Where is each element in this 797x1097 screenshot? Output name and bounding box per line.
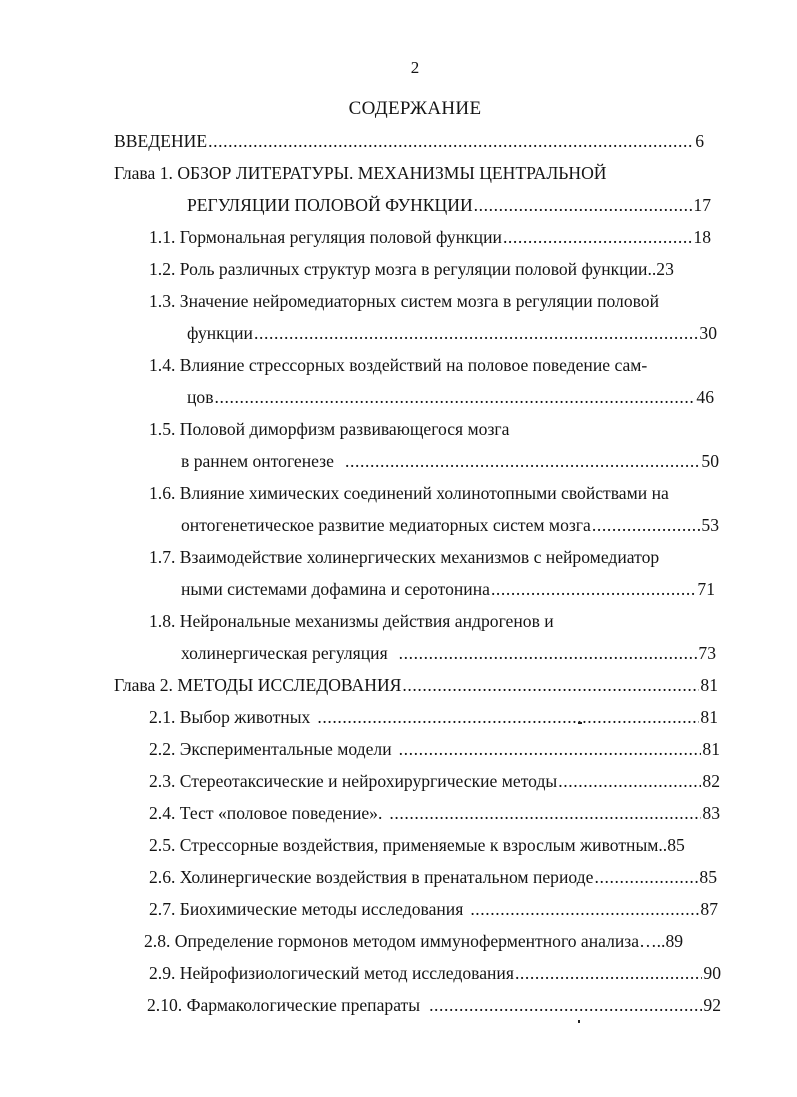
toc-entry-label: функции — [187, 323, 253, 343]
toc-entry-2-2[interactable] — [149, 738, 720, 760]
toc-entry-2-10[interactable] — [147, 994, 721, 1016]
toc-leader-dots — [515, 962, 702, 984]
toc-entry-label: 2.10. Фармакологические препараты — [147, 995, 421, 1015]
toc-entry-2-7[interactable] — [149, 898, 718, 920]
toc-entry-page: 82 — [702, 771, 720, 791]
toc-entry-1-5-cont[interactable] — [181, 450, 719, 472]
toc-entry-2-4[interactable] — [149, 802, 720, 824]
toc-entry-page: 50 — [701, 451, 719, 471]
toc-entry-1-7-cont[interactable] — [181, 578, 715, 600]
toc-entry-label: 2.5. Стрессорные воздействия, применяемые к взрослым животным.. — [149, 835, 668, 855]
toc-leader-dots — [402, 674, 699, 696]
toc-entry-page: 92 — [703, 995, 721, 1015]
toc-entry-label: 2.7. Биохимические методы исследования — [149, 899, 464, 919]
toc-leader-dots — [470, 898, 699, 920]
toc-entry-page: 17 — [693, 195, 711, 215]
scan-speck — [578, 1020, 580, 1023]
toc-entry-2-5[interactable] — [149, 834, 721, 856]
toc-chapter-1-title[interactable]: Глава 1. ОБЗОР ЛИТЕРАТУРЫ. МЕХАНИЗМЫ ЦЕНТРАЛЬНОЙ — [114, 163, 607, 183]
toc-entry-label: 2.6. Холинергические воздействия в пренатальном периоде — [149, 867, 594, 887]
toc-entry-2-1[interactable] — [149, 706, 718, 728]
toc-entry-page: 73 — [698, 643, 716, 663]
toc-chapter-1-title-cont[interactable] — [187, 194, 711, 216]
toc-entry-1-3[interactable]: 1.3. Значение нейромедиаторных систем мозга в регуляции половой — [149, 291, 660, 311]
toc-entry-label: 2.3. Стереотаксические и нейрохирургические методы — [149, 771, 558, 791]
toc-entry-1-4-cont[interactable] — [187, 386, 714, 408]
toc-entry-label: ВВЕДЕНИЕ — [114, 131, 208, 151]
toc-leader-dots — [474, 194, 693, 216]
toc-chapter-2-title[interactable] — [114, 674, 718, 696]
toc-entry-page: 46 — [696, 387, 714, 407]
toc-entry-label: ными системами дофамина и серотонина — [181, 579, 490, 599]
toc-entry-page: 81 — [700, 707, 718, 727]
toc-entry-page: 89 — [665, 931, 684, 951]
toc-entry-label: в раннем онтогенезе — [181, 451, 334, 471]
toc-entry-page: 23 — [656, 259, 674, 279]
page-number: 2 — [410, 58, 420, 77]
toc-entry-label: 2.9. Нейрофизиологический метод исследования — [149, 963, 514, 983]
toc-entry-label: 1.2. Роль различных структур мозга в регуляции половой функции.. — [149, 259, 657, 279]
toc-leader-dots — [345, 450, 700, 472]
toc-entry-page: 6 — [695, 131, 704, 151]
toc-entry-1-6-cont[interactable] — [181, 514, 719, 536]
toc-entry-label: 2.1. Выбор животных — [149, 707, 311, 727]
toc-leader-dots — [317, 706, 699, 728]
toc-leader-dots — [429, 994, 702, 1016]
toc-entry-page: 85 — [667, 835, 685, 855]
toc-entry-label: 2.4. Тест «половое поведение». — [149, 803, 383, 823]
toc-entry-2-8[interactable] — [144, 930, 722, 952]
toc-leader-dots — [592, 514, 701, 536]
toc-entry-label: 1.1. Гормональная регуляция половой функции — [149, 227, 502, 247]
toc-entry-page: 81 — [702, 739, 720, 759]
toc-leader-dots — [208, 130, 694, 152]
toc-entry-label: холинергическая регуляция — [181, 643, 388, 663]
toc-entry-page: 71 — [697, 579, 715, 599]
toc-entry-1-8[interactable]: 1.8. Нейрональные механизмы действия андрогенов и — [149, 611, 554, 631]
toc-entry-label: 2.8. Определение гормонов методом иммуноферментного анализа….. — [144, 931, 666, 951]
toc-leader-dots — [558, 770, 701, 792]
toc-entry-1-4[interactable]: 1.4. Влияние стрессорных воздействий на половое поведение сам- — [149, 355, 648, 375]
toc-entry-label: Глава 2. МЕТОДЫ ИССЛЕДОВАНИЯ — [114, 675, 402, 695]
toc-leader-dots — [389, 802, 701, 824]
toc-entry-page: 81 — [700, 675, 718, 695]
toc-title: СОДЕРЖАНИЕ — [348, 98, 482, 119]
toc-leader-dots — [399, 738, 702, 760]
toc-entry-1-7[interactable]: 1.7. Взаимодействие холинергических механизмов с нейромедиатор — [149, 547, 660, 567]
toc-entry-1-3-cont[interactable] — [187, 322, 717, 344]
toc-leader-dots — [503, 226, 692, 248]
scan-speck — [578, 722, 582, 724]
toc-entry-1-6[interactable]: 1.6. Влияние химических соединений холинотопными свойствами на — [149, 483, 669, 503]
toc-entry-page: 18 — [693, 227, 711, 247]
toc-entry-1-2[interactable] — [149, 258, 716, 280]
toc-entry-1-1[interactable] — [149, 226, 711, 248]
toc-entry-label: онтогенетическое развитие медиаторных систем мозга — [181, 515, 591, 535]
toc-leader-dots — [399, 642, 698, 664]
toc-entry-2-3[interactable] — [149, 770, 720, 792]
toc-entry-label: РЕГУЛЯЦИИ ПОЛОВОЙ ФУНКЦИИ — [187, 195, 473, 215]
toc-leader-dots — [491, 578, 696, 600]
toc-entry-page: 83 — [702, 803, 720, 823]
toc-entry-2-9[interactable] — [149, 962, 721, 984]
toc-entry-1-5[interactable]: 1.5. Половой диморфизм развивающегося мозга — [149, 419, 510, 439]
toc-entry-label: 2.2. Экспериментальные модели — [149, 739, 392, 759]
toc-leader-dots — [215, 386, 696, 408]
toc-entry-page: 85 — [699, 867, 717, 887]
toc-entry-2-6[interactable] — [149, 866, 717, 888]
toc-entry-page: 90 — [703, 963, 721, 983]
toc-entry-page: 87 — [700, 899, 718, 919]
toc-entry-label: цов — [187, 387, 214, 407]
toc-entry-introduction[interactable] — [114, 130, 704, 152]
toc-entry-page: 53 — [701, 515, 719, 535]
toc-leader-dots — [254, 322, 698, 344]
toc-entry-1-8-cont[interactable] — [181, 642, 716, 664]
toc-leader-dots — [594, 866, 698, 888]
toc-entry-page: 30 — [699, 323, 717, 343]
